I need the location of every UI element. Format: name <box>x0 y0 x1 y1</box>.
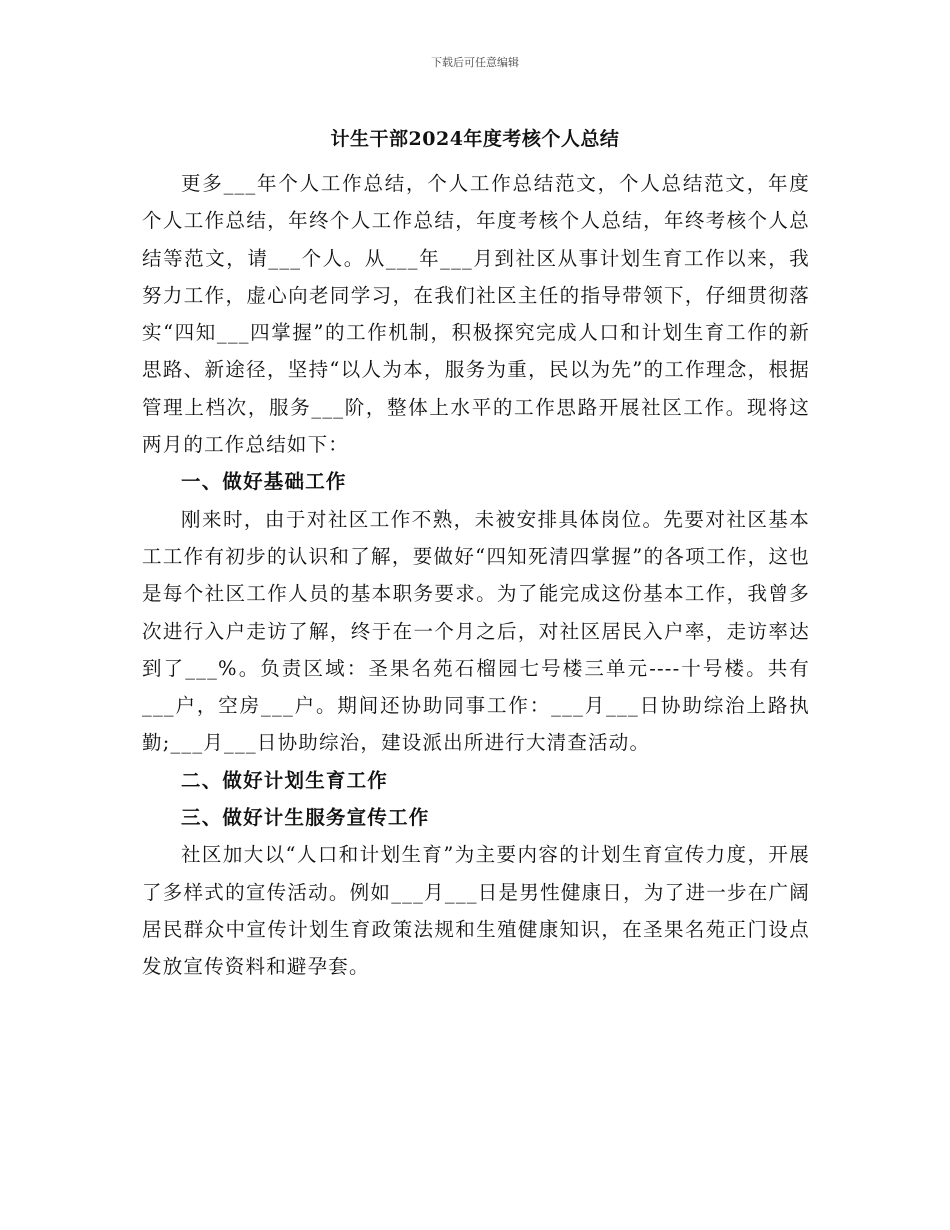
section-3-heading: 三、做好计生服务宣传工作 <box>181 806 430 830</box>
section-3-paragraph: 社区加大以“人口和计划生育”为主要内容的计划生育宣传力度，开展了多样式的宣传活动。例如___月___日是男性健康日，为了进一步在广阔居民群众中宣传计划生育政策法规和生殖健康知识，在圣果名苑正门设点发放宣传资料和避孕套。 <box>142 843 810 979</box>
intro-paragraph: 更多___年个人工作总结，个人工作总结范文，个人总结范文，年度个人工作总结，年终个人工作总结，年度考核个人总结，年终考核个人总结等范文，请___个人。从___年___月到社区从事计划生育工作以来，我努力工作，虚心向老同学习，在我们社区主任的指导带领下，仔细贯彻落实“四知___四掌握”的工作机制，积极探究完成人口和计划生育工作的新思路、新途径，坚持“以人为本，服务为重，民以为先”的工作理念，根据管理上档次，服务___阶，整体上水平的工作思路开展社区工作。现将这两月的工作总结如下： <box>142 172 810 457</box>
section-1-heading: 一、做好基础工作 <box>181 470 347 494</box>
section-2-heading: 二、做好计划生育工作 <box>181 768 389 792</box>
document-body <box>142 165 810 986</box>
page-header-note: 下载后可任意编辑 <box>431 56 519 69</box>
section-1-paragraph: 刚来时，由于对社区工作不熟，未被安排具体岗位。先要对社区基本工工作有初步的认识和了解，要做好“四知死清四掌握”的各项工作，这也是每个社区工作人员的基本职务要求。为了能完成这份基本工作，我曾多次进行入户走访了解，终于在一个月之后，对社区居民入户率，走访率达到了___%。负责区域：圣果名苑石榴园七号楼三单元----十号楼。共有___户，空房___户。期间还协助同事工作：___月___日协助综治上路执勤;___月___日协助综治，建设派出所进行大清查活动。 <box>142 507 810 755</box>
document-title: 计生干部2024年度考核个人总结 <box>330 128 620 150</box>
